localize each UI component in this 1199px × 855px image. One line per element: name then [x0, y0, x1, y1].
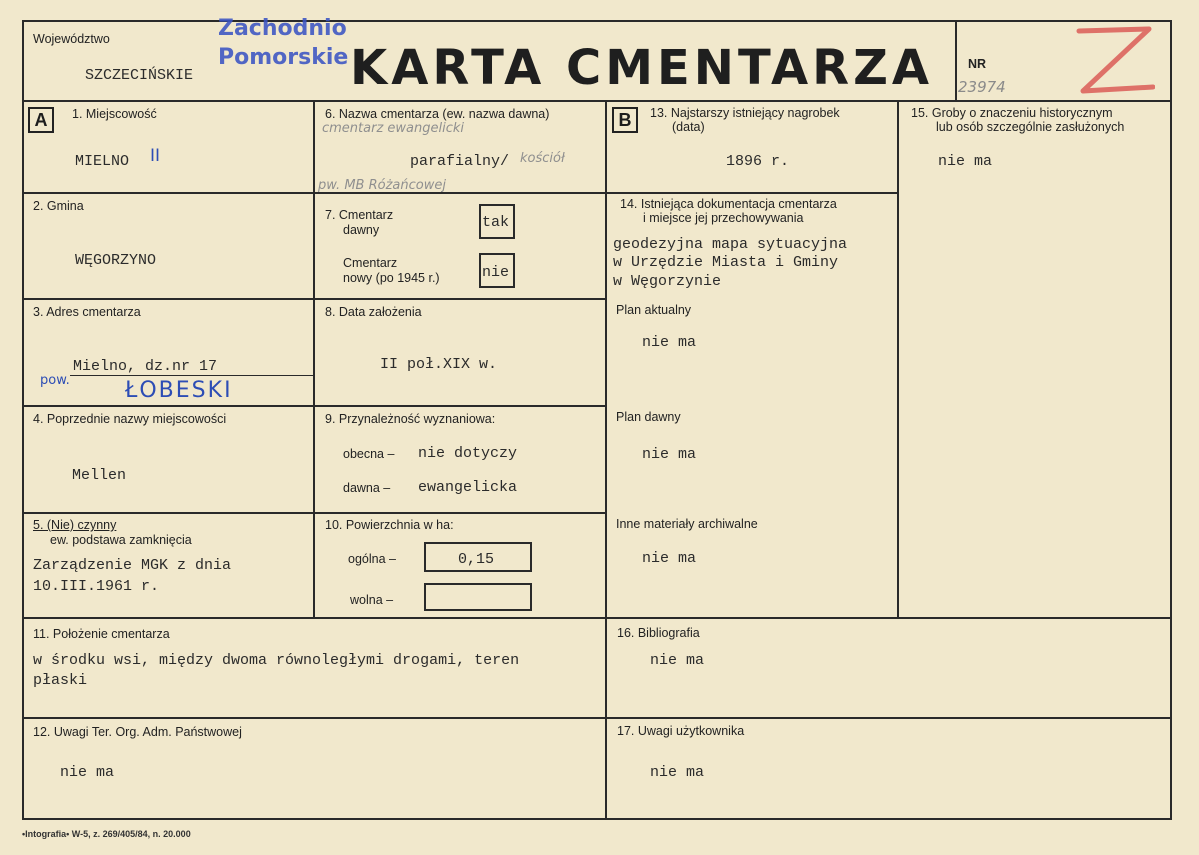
field-5-label-1: 5. (Nie) czynny: [33, 518, 117, 532]
field-11-value-1: w środku wsi, między dwoma równoległymi drogami, teren: [33, 652, 520, 669]
field-7-dawny-label-2: dawny: [343, 223, 380, 237]
field-10-wolna-label: wolna –: [350, 593, 394, 607]
field-11-value-2: płaski: [33, 672, 88, 689]
region-stamp-line1: Zachodnio: [218, 16, 347, 41]
field-13-value: 1896 r.: [726, 153, 790, 170]
field-5-label-2: ew. podstawa zamknięcia: [50, 533, 192, 547]
field-9-dawna-value: ewangelicka: [418, 479, 518, 496]
field-2-label: 2. Gmina: [33, 199, 84, 213]
field-4-label: 4. Poprzednie nazwy miejscowości: [33, 412, 227, 426]
field-16-value: nie ma: [650, 652, 705, 669]
field-5-value-2: 10.III.1961 r.: [33, 578, 160, 595]
nr-value: 23974: [958, 78, 1006, 96]
section-b-marker: B: [612, 107, 638, 133]
field-6-label: 6. Nazwa cmentarza (ew. nazwa dawna): [325, 107, 550, 121]
field-14-value-1: geodezyjna mapa sytuacyjna: [613, 236, 848, 253]
field-17-value: nie ma: [650, 764, 705, 781]
plan-dawny-label: Plan dawny: [616, 410, 681, 424]
plan-aktualny-value: nie ma: [642, 334, 697, 351]
nr-divider: [955, 20, 957, 100]
field-3-value: Mielno, dz.nr 17: [73, 358, 218, 375]
row-divider-6: [22, 717, 1172, 719]
field-6-hand-top: cmentarz ewangelicki: [322, 121, 465, 136]
field-10-label: 10. Powierzchnia w ha:: [325, 518, 454, 532]
field-11-label: 11. Położenie cmentarza: [33, 627, 170, 641]
header-divider: [22, 100, 1172, 102]
field-10-ogolna-label: ogólna –: [348, 552, 396, 566]
field-7-dawny-value: tak: [482, 214, 510, 231]
field-8-value: II poł.XIX w.: [380, 356, 498, 373]
plan-dawny-value: nie ma: [642, 446, 697, 463]
field-9-obecna-label: obecna –: [343, 447, 395, 461]
nr-label: NR: [968, 57, 987, 71]
print-footer: •Intografia• W-5, z. 269/405/84, n. 20.000: [22, 829, 191, 839]
col-divider-2: [605, 100, 607, 818]
field-4-value: Mellen: [72, 467, 127, 484]
field-10-ogolna-value: 0,15: [458, 551, 495, 568]
inne-materialy-label: Inne materiały archiwalne: [616, 517, 758, 531]
inne-materialy-value: nie ma: [642, 550, 697, 567]
field-13-label-1: 13. Najstarszy istniejący nagrobek: [650, 106, 840, 120]
field-1-value: MIELNO: [75, 153, 130, 170]
section-a-marker: A: [28, 107, 54, 133]
field-16-label: 16. Bibliografia: [617, 626, 700, 640]
field-14-label-2: i miejsce jej przechowywania: [643, 211, 804, 225]
field-15-label-1: 15. Groby o znaczeniu historycznym: [911, 106, 1113, 120]
field-7-nowy-label-1: Cmentarz: [343, 256, 398, 270]
field-15-label-2: lub osób szczególnie zasłużonych: [936, 120, 1125, 134]
field-14-label-1: 14. Istniejąca dokumentacja cmentarza: [620, 197, 837, 211]
field-10-wolna-box: [424, 583, 532, 611]
col-divider-1: [313, 100, 315, 617]
field-6-value: parafialny/: [410, 153, 510, 170]
field-14-value-2: w Urzędzie Miasta i Gminy: [613, 254, 839, 271]
field-12-label: 12. Uwagi Ter. Org. Adm. Państwowej: [33, 725, 242, 739]
field-5-value-1: Zarządzenie MGK z dnia: [33, 557, 232, 574]
field-9-obecna-value: nie dotyczy: [418, 445, 518, 462]
field-1-label: 1. Miejscowość: [72, 107, 157, 121]
field-6-hand-right: kościół: [520, 151, 565, 166]
plan-aktualny-label: Plan aktualny: [616, 303, 692, 317]
card-title: KARTA CMENTARZA: [350, 40, 934, 96]
field-1-hand: II: [150, 146, 161, 166]
field-17-label: 17. Uwagi użytkownika: [617, 724, 745, 738]
field-2-value: WĘGORZYNO: [75, 252, 157, 269]
field-9-label: 9. Przynależność wyznaniowa:: [325, 412, 496, 426]
field-8-label: 8. Data założenia: [325, 305, 422, 319]
wojewodztwo-label: Województwo: [33, 32, 110, 46]
field-13-label-2: (data): [672, 120, 705, 134]
row-divider-5: [22, 617, 1172, 619]
field-3-hand-prefix: pow.: [40, 373, 70, 388]
field-7-nowy-label-2: nowy (po 1945 r.): [343, 271, 440, 285]
region-stamp-line2: Pomorskie: [218, 45, 349, 70]
field-7-dawny-label-1: 7. Cmentarz: [325, 208, 394, 222]
wojewodztwo-value: SZCZECIŃSKIE: [85, 67, 194, 84]
field-3-hand-value: ŁOBESKI: [125, 378, 233, 403]
field-14-value-3: w Węgorzynie: [613, 273, 722, 290]
red-z-mark: [1075, 25, 1155, 102]
field-12-value: nie ma: [60, 764, 115, 781]
field-6-hand-bottom: pw. MB Różańcowej: [318, 178, 446, 193]
row-divider-b: [606, 192, 898, 194]
field-7-nowy-value: nie: [482, 264, 510, 281]
col-divider-3: [897, 100, 899, 617]
field-3-underline: [70, 375, 313, 376]
field-3-label: 3. Adres cmentarza: [33, 305, 141, 319]
field-9-dawna-label: dawna –: [343, 481, 391, 495]
field-15-value: nie ma: [938, 153, 993, 170]
